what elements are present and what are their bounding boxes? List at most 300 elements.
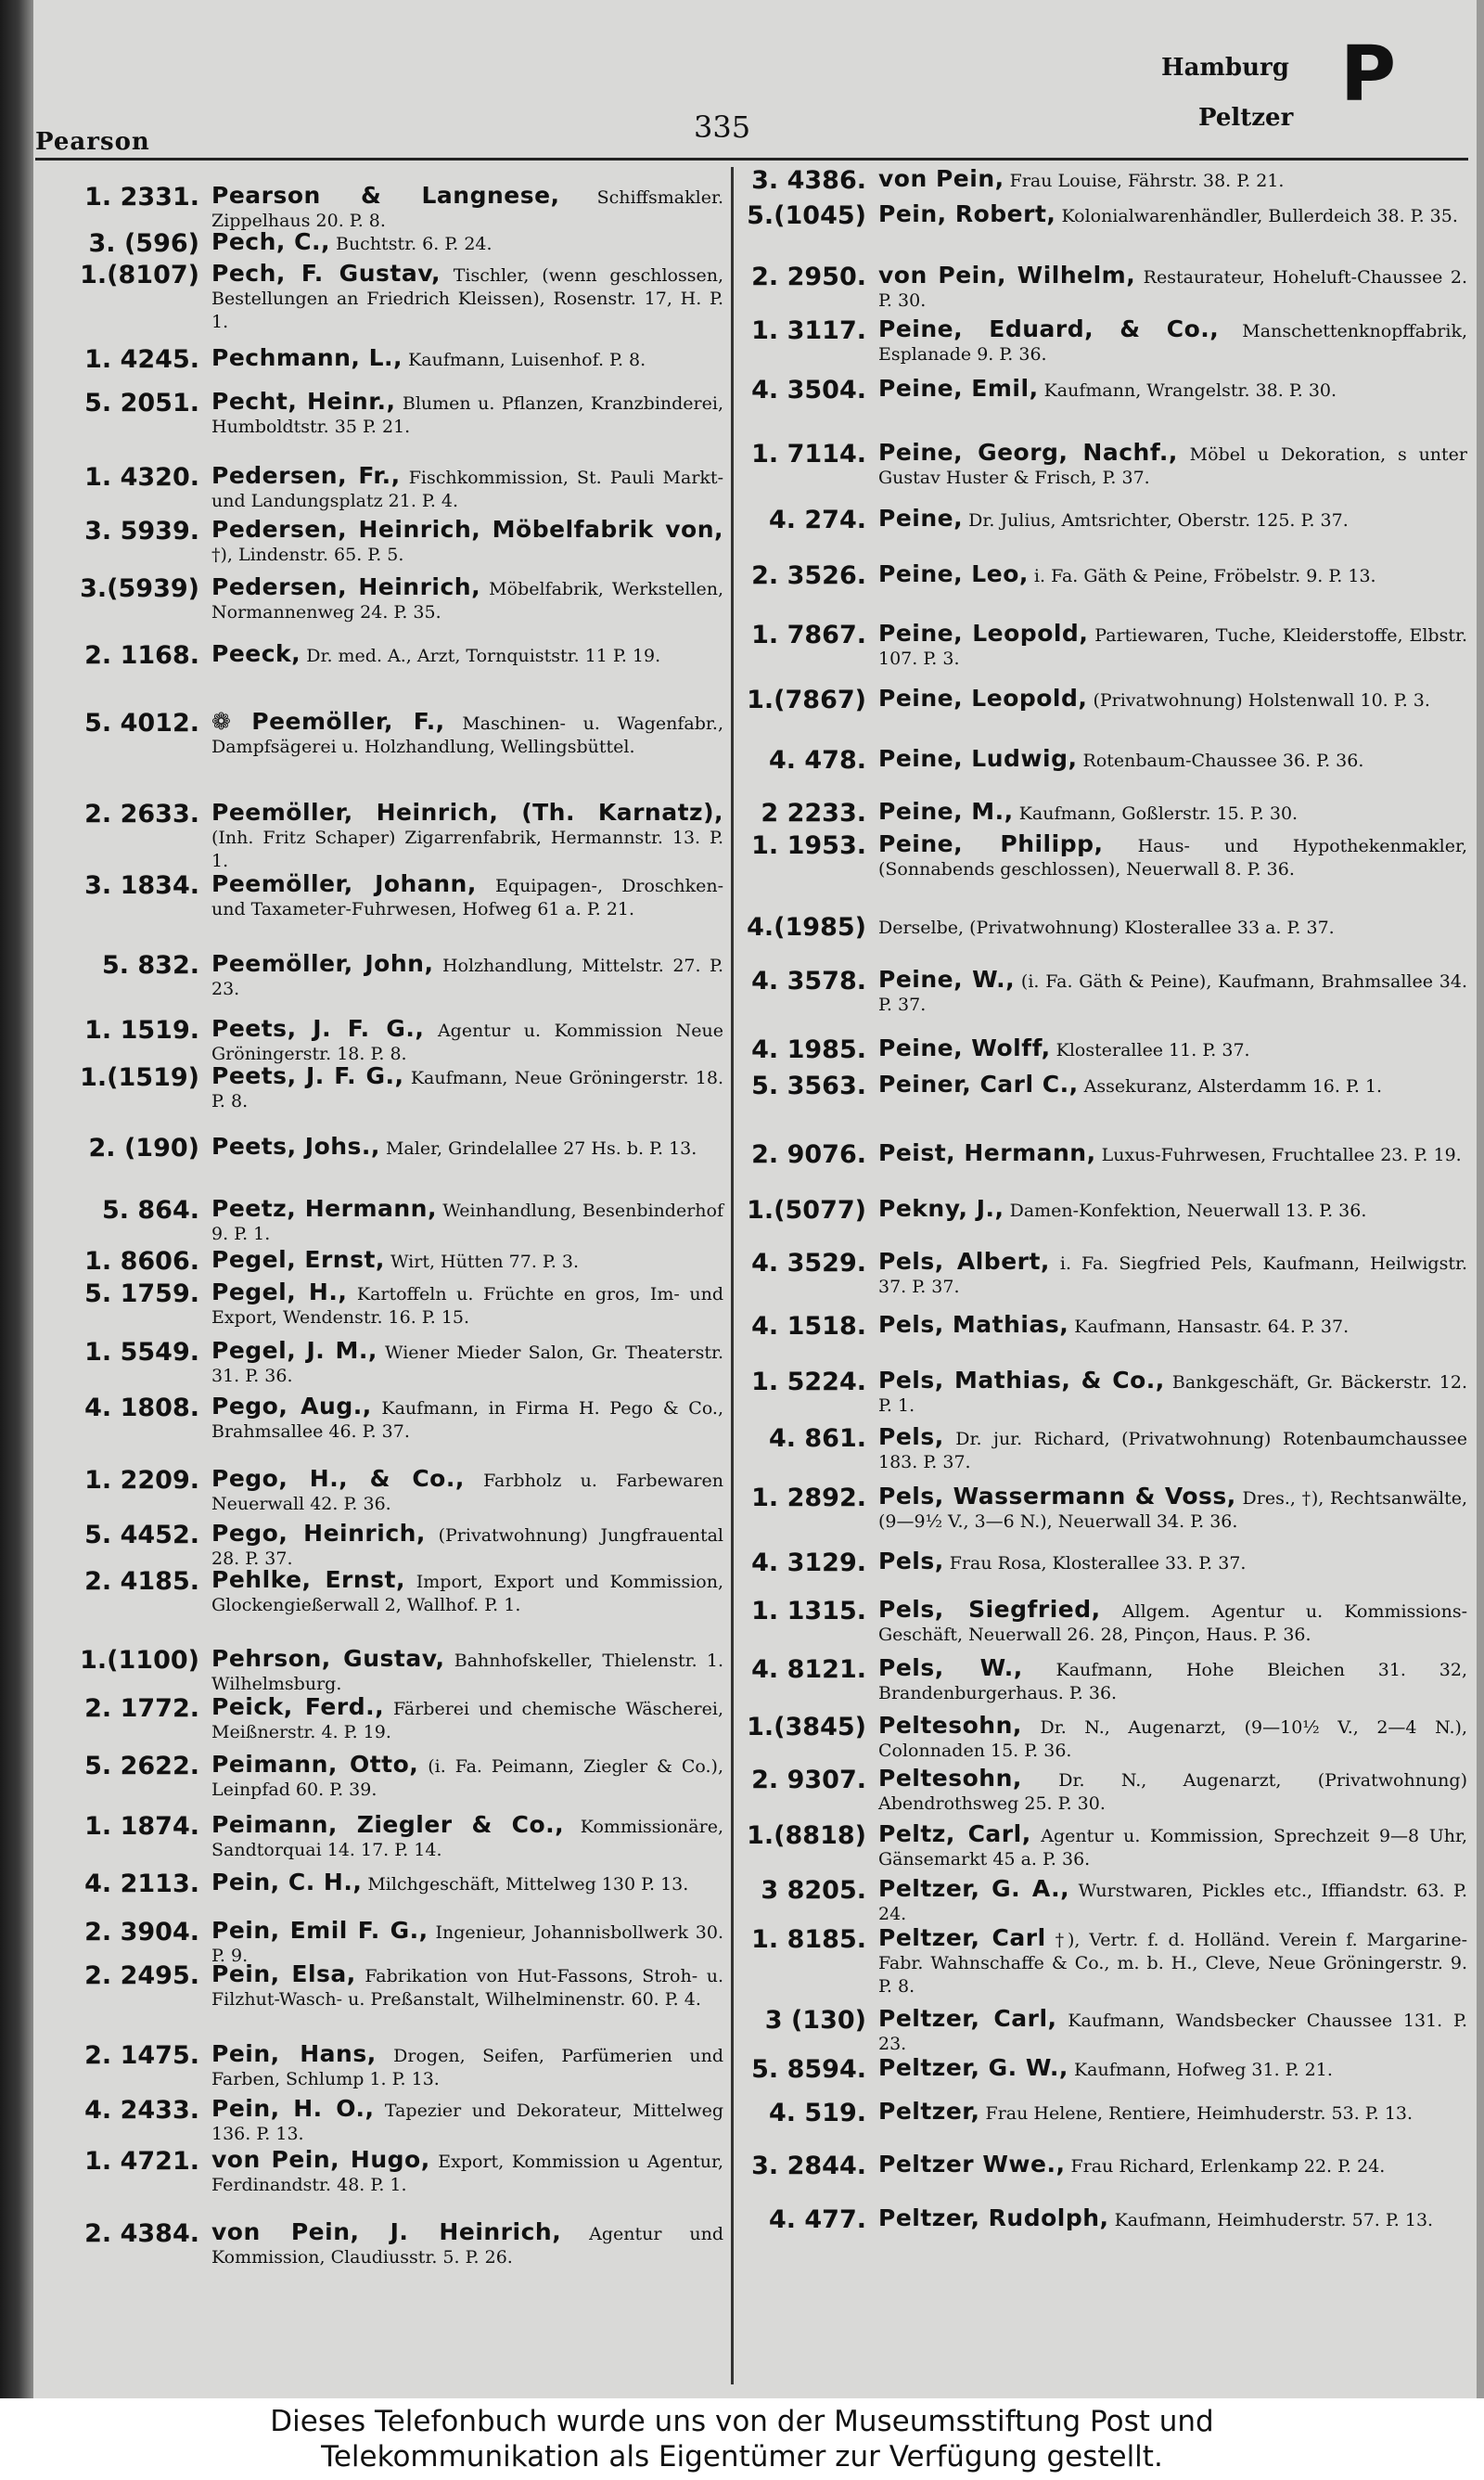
phone-number: 1. 4320. (84, 463, 199, 492)
directory-entry (37, 2042, 723, 2091)
entry-name: Peltzer, Carl, (878, 2005, 1057, 2032)
phone-number: 1.(3845) (747, 1713, 866, 1741)
entry-details: Kolonialwarenhändler, Bullerdeich 38. P. 35. (1055, 206, 1458, 226)
entry-body (211, 1870, 723, 1896)
directory-entry (37, 230, 723, 256)
directory-entry (37, 1197, 723, 1246)
entry-details: †), Lindenstr. 65. P. 5. (211, 545, 404, 565)
entry-body (878, 1714, 1467, 1763)
phone-number: 1. 8606. (84, 1247, 199, 1276)
entry-name: Peine, Wolff, (878, 1034, 1051, 1061)
entry-name: Peemöller, John, (211, 950, 434, 977)
header-first-name: Pearson (35, 128, 150, 156)
directory-entry (37, 1870, 723, 1896)
entry-details: (i. Fa. Peimann, Ziegler & Co.), Leinpfad 60. P. 39. (211, 1756, 723, 1800)
directory-entry (744, 622, 1467, 671)
directory-entry (37, 1647, 723, 1696)
entry-body (878, 1484, 1467, 1534)
phone-number: 3 (130) (764, 2006, 866, 2035)
directory-entry (744, 1484, 1467, 1534)
entry-body (211, 2220, 723, 2269)
entry-name: Peltesohn, (878, 1712, 1022, 1739)
entry-name: von Pein, Hugo, (211, 2146, 430, 2173)
entry-name: Peine, Emil, (878, 375, 1039, 402)
entry-body (878, 1141, 1467, 1167)
entry-body (878, 1656, 1467, 1705)
phone-number: 1. 2331. (84, 183, 199, 212)
entry-body (878, 747, 1467, 773)
entry-details: Assekuranz, Alsterdamm 16. P. 1. (1078, 1076, 1383, 1097)
directory-entry (37, 872, 723, 921)
entry-name: Peiner, Carl C., (878, 1071, 1079, 1098)
entry-name: Pels, Mathias, (878, 1311, 1069, 1338)
entry-name: Peine, Ludwig, (878, 745, 1078, 772)
entry-name: Peine, Leopold, (878, 620, 1089, 647)
entry-name: Peltesohn, (878, 1765, 1022, 1792)
directory-entry (744, 1598, 1467, 1647)
entry-body (211, 1813, 723, 1862)
directory-entry (744, 263, 1467, 313)
entry-body (211, 710, 723, 759)
directory-entry (37, 1339, 723, 1388)
entry-name: Peltz, Carl, (878, 1820, 1031, 1847)
entry-body (878, 317, 1467, 366)
entry-body (211, 464, 723, 513)
phone-number: 2. 4384. (84, 2219, 199, 2248)
entry-body (211, 2097, 723, 2146)
entry-details: Kaufmann, Neue Gröningerstr. 18. P. 8. (211, 1068, 723, 1112)
entry-body (211, 1339, 723, 1388)
directory-entry (744, 1036, 1467, 1062)
directory-entry (37, 1394, 723, 1444)
directory-entry (37, 390, 723, 439)
entry-details: Milchgeschäft, Mittelweg 130 P. 13. (362, 1874, 689, 1895)
entry-name: Pech, F. Gustav, (211, 260, 441, 287)
directory-entry (37, 464, 723, 513)
entry-name: Pegel, H., (211, 1279, 348, 1305)
directory-entry (744, 317, 1467, 366)
phone-number: 5. 3563. (751, 1072, 866, 1100)
entry-details: Klosterallee 11. P. 37. (1050, 1040, 1250, 1060)
directory-entry (37, 1135, 723, 1161)
directory-entry (37, 1248, 723, 1274)
entry-details: Weinhandlung, Besenbinderhof 9. P. 1. (211, 1201, 723, 1244)
entry-details: i. Fa. Gäth & Peine, Fröbelstr. 9. P. 13. (1028, 566, 1376, 586)
entry-name: Peine, M., (878, 798, 1014, 825)
entry-body (878, 2100, 1467, 2126)
phone-number: 4.(1985) (747, 913, 866, 942)
phone-number: 2 2233. (761, 799, 866, 828)
entry-body (878, 1197, 1467, 1223)
entry-details: Maler, Grindelallee 27 Hs. b. P. 13. (379, 1138, 697, 1159)
entry-name: Peist, Hermann, (878, 1139, 1096, 1166)
phone-number: 4. 8121. (751, 1655, 866, 1684)
directory-entry (37, 262, 723, 334)
phone-number: 1. 7114. (751, 440, 866, 469)
phone-number: 4. 1985. (751, 1035, 866, 1064)
phone-number: 1. 8185. (751, 1925, 866, 1954)
phone-number: 4. 861. (768, 1424, 866, 1453)
phone-number: 4. 274. (768, 506, 866, 534)
entry-details: Kaufmann, Hohe Bleichen 31. 32, Brandenburgerhaus. P. 36. (878, 1660, 1467, 1703)
entry-details: Dr. jur. Richard, (Privatwohnung) Rotenbaumchaussee 183. P. 37. (878, 1429, 1467, 1472)
entry-name: Pels, Wassermann & Voss, (878, 1483, 1236, 1510)
directory-entry (744, 914, 1467, 940)
entry-body (878, 1073, 1467, 1099)
directory-entry (37, 1522, 723, 1571)
entry-body (211, 230, 723, 256)
entry-name: Pecht, Heinr., (211, 388, 396, 415)
entry-details: Holzhandlung, Mittelstr. 27. P. 23. (211, 956, 724, 999)
entry-name: Pedersen, Heinrich, (211, 573, 481, 600)
entry-details: i. Fa. Siegfried Pels, Kaufmann, Heilwigstr. 37. P. 37. (878, 1253, 1467, 1297)
entry-body (878, 1313, 1467, 1339)
phone-number: 1.(5077) (747, 1196, 866, 1225)
phone-number: 1. 2209. (84, 1466, 199, 1495)
entry-details: Manschettenknopffabrik, Esplanade 9. P. 36. (878, 321, 1467, 365)
footer-line-2: Telekommunikation als Eigentümer zur Verfügung gestellt. (321, 2440, 1163, 2474)
entry-body (211, 1568, 723, 1617)
entry-name: Peemöller, Johann, (211, 870, 477, 897)
entry-details: Schiffsmakler. Zippelhaus 20. P. 8. (211, 187, 723, 231)
entry-details: Dr. N., Augenarzt, (9—10½ V., 2—4 N.), Colonnaden 15. P. 36. (878, 1717, 1467, 1761)
entry-name: Peltzer, (878, 2098, 980, 2125)
entry-details: †), Vertr. f. d. Holländ. Verein f. Margarine-Fabr. Wahnschaffe & Co., m. b. H., Cleve, Neue Gröningerstr. 9. P. 8. (878, 1930, 1467, 1997)
phone-number: 1.(8107) (80, 261, 199, 289)
entry-details: Haus- und Hypothekenmakler, (Sonnabends geschlossen), Neuerwall 8. P. 36. (878, 836, 1467, 880)
phone-number: 5. 2622. (84, 1752, 199, 1780)
directory-entry (37, 1017, 723, 1066)
entry-body (211, 1064, 723, 1113)
directory-entry (744, 1073, 1467, 1099)
entry-body (211, 952, 723, 1001)
entry-details: Fischkommission, St. Pauli Markt- und Landungsplatz 21. P. 4. (211, 468, 723, 511)
directory-entry (37, 346, 723, 372)
phone-number: 3. 1834. (84, 871, 199, 900)
page-number: 335 (694, 109, 751, 145)
entry-name: von Pein, Wilhelm, (878, 262, 1136, 289)
phone-number: 4. 2433. (84, 2096, 199, 2125)
phone-number: 1. 7867. (751, 621, 866, 649)
phone-number: 3. 4386. (751, 166, 866, 195)
phone-number: 4. 2113. (84, 1870, 199, 1898)
entry-details: Kaufmann, Wandsbecker Chaussee 131. P. 23. (878, 2011, 1467, 2054)
entry-details: Kaufmann, Hansastr. 64. P. 37. (1068, 1317, 1350, 1337)
entry-body (878, 1598, 1467, 1647)
directory-entry (744, 441, 1467, 490)
entry-name: Peets, J. F. G., (211, 1015, 425, 1042)
directory-entry (744, 968, 1467, 1017)
entry-body (211, 1280, 723, 1330)
entry-name: Pels, Mathias, & Co., (878, 1367, 1165, 1394)
entry-body (878, 441, 1467, 490)
entry-name: Peine, (878, 505, 964, 532)
entry-body (878, 1425, 1467, 1474)
phone-number: 4. 3504. (751, 376, 866, 405)
entry-details: Frau Richard, Erlenkamp 22. P. 24. (1065, 2156, 1386, 2177)
directory-entry (744, 1141, 1467, 1167)
entry-body (211, 2148, 723, 2197)
directory-entry (37, 2148, 723, 2197)
directory-entry (744, 1549, 1467, 1575)
column-divider (731, 167, 734, 2384)
entry-name: Peine, Leopold, (878, 685, 1088, 712)
phone-number: 1.(7867) (747, 686, 866, 714)
entry-body (211, 1197, 723, 1246)
entry-name: Pech, C., (211, 228, 330, 255)
entry-body (211, 1522, 723, 1571)
entry-name: Peemöller, Heinrich, (Th. Karnatz), (211, 799, 723, 826)
entry-name: Pego, Aug., (211, 1393, 372, 1420)
phone-number: 5. 4452. (84, 1521, 199, 1549)
phone-number: 5. 1759. (84, 1279, 199, 1308)
phone-number: 4. 477. (768, 2205, 866, 2234)
phone-number: 2. 9307. (751, 1766, 866, 1794)
book-spine-shadow (0, 0, 33, 2398)
entry-body (878, 832, 1467, 881)
directory-entry (37, 710, 723, 759)
entry-details: Bahnhofskeller, Thielenstr. 1. Wilhelmsburg. (211, 1651, 724, 1694)
entry-body (211, 184, 723, 233)
entry-body (211, 390, 723, 439)
entry-body (878, 968, 1467, 1017)
entry-body (211, 1017, 723, 1066)
phone-number: 4. 3529. (751, 1249, 866, 1278)
directory-entry (744, 2206, 1467, 2232)
entry-name: Pego, H., & Co., (211, 1465, 465, 1492)
directory-entry (744, 1313, 1467, 1339)
directory-entry (744, 507, 1467, 533)
directory-entry (744, 1368, 1467, 1418)
directory-entry (744, 1425, 1467, 1474)
header-letter: P (1340, 31, 1397, 119)
phone-number: 3 8205. (761, 1876, 866, 1905)
footer-notice (0, 2398, 1484, 2480)
directory-entry (744, 2056, 1467, 2082)
entry-details: Ingenieur, Johannisbollwerk 30. P. 9. (211, 1922, 723, 1966)
directory-entry (744, 1656, 1467, 1705)
entry-body (878, 800, 1467, 826)
phone-number: 1. 1874. (84, 1812, 199, 1841)
phone-number: 3. 2844. (751, 2152, 866, 2180)
entry-details: Kartoffeln u. Früchte en gros, Im- und Export, Wendenstr. 16. P. 15. (211, 1284, 723, 1328)
entry-name: Peine, Philipp, (878, 830, 1104, 857)
entry-details: Import, Export und Kommission, Glockengießerwall 2, Wallhof. P. 1. (211, 1572, 723, 1615)
entry-name: Peltzer, G. W., (878, 2054, 1068, 2081)
entry-details: Dr. Julius, Amtsrichter, Oberstr. 125. P. 37. (963, 510, 1349, 531)
entry-name: Peine, W., (878, 966, 1016, 993)
entry-name: Peltzer, G. A., (878, 1875, 1070, 1902)
entry-body (878, 1368, 1467, 1418)
entry-details: Frau Helene, Rentiere, Heimhuderstr. 53. P. 13. (979, 2103, 1414, 2124)
entry-details: (Inh. Fritz Schaper) Zigarrenfabrik, Hermannstr. 13. P. 1. (211, 828, 723, 871)
directory-entry (744, 562, 1467, 588)
entry-details: Allgem. Agentur u. Kommissions-Geschäft, Neuerwall 26. 28, Pinçon, Haus. P. 36. (878, 1601, 1468, 1645)
directory-entry (37, 2220, 723, 2269)
entry-details: Kommissionäre, Sandtorquai 14. 17. P. 14. (211, 1817, 723, 1860)
entry-name: Peetz, Hermann, (211, 1195, 437, 1222)
directory-entry (744, 2007, 1467, 2056)
entry-details: Bankgeschäft, Gr. Bäckerstr. 12. P. 1. (878, 1372, 1468, 1416)
entry-name: Pegel, J. M., (211, 1337, 377, 1364)
directory-entry (744, 832, 1467, 881)
entry-body (211, 1467, 723, 1516)
entry-name: Pein, Elsa, (211, 1960, 356, 1987)
directory-entry (37, 1467, 723, 1516)
directory-entry (37, 2097, 723, 2146)
entry-body (878, 2056, 1467, 2082)
entry-name: von Pein, J. Heinrich, (211, 2218, 562, 2245)
phone-number: 1. 1519. (84, 1016, 199, 1045)
entry-body (211, 346, 723, 372)
entry-details: Tischler, (wenn geschlossen, Bestellungen an Friedrich Kleissen), Rosenstr. 17, H. P. 1. (211, 265, 723, 332)
entry-name: Pechmann, L., (211, 344, 403, 371)
entry-name: ❁ Peemöller, F., (211, 708, 445, 735)
entry-details: Fabrikation von Hut-Fassons, Stroh- u. Filzhut-Wasch- u. Preßanstalt, Wilhelminenstr. 60. P. 4. (211, 1966, 723, 2010)
phone-number: 5.(1045) (747, 201, 866, 230)
phone-number: 5. 832. (101, 951, 199, 980)
entry-body (211, 1647, 723, 1696)
footer-line-1: Dieses Telefonbuch wurde uns von der Museumsstiftung Post und (270, 2405, 1214, 2438)
phone-number: 4. 3578. (751, 967, 866, 996)
entry-details: Agentur u. Kommission Neue Gröningerstr. 18. P. 8. (211, 1021, 724, 1064)
entry-details: Restaurateur, Hoheluft-Chaussee 2. P. 30. (878, 267, 1467, 311)
entry-body (878, 2206, 1467, 2232)
phone-number: 2. 2633. (84, 800, 199, 829)
phone-number: 1. 3117. (751, 316, 866, 345)
entry-details: Kaufmann, Goßlerstr. 15. P. 30. (1013, 803, 1298, 824)
phone-number: 2. 2495. (84, 1961, 199, 1990)
entry-name: Peimann, Ziegler & Co., (211, 1811, 565, 1838)
entry-details: Agentur u. Kommission, Sprechzeit 9—8 Uhr, Gänsemarkt 45 a. P. 36. (878, 1826, 1467, 1870)
entry-name: Pein, Robert, (878, 200, 1056, 227)
directory-entry (744, 687, 1467, 713)
entry-body (878, 1549, 1467, 1575)
entry-name: Peick, Ferd., (211, 1693, 385, 1720)
entry-name: Peimann, Otto, (211, 1751, 419, 1778)
entry-body (878, 2007, 1467, 2056)
entry-name: Pein, Hans, (211, 2040, 377, 2067)
entry-details: Damen-Konfektion, Neuerwall 13. P. 36. (1004, 1201, 1367, 1221)
phone-number: 5. 864. (101, 1196, 199, 1225)
header-last-name: Peltzer (1198, 104, 1294, 132)
directory-entry (37, 184, 723, 233)
phone-number: 1. 1315. (751, 1597, 866, 1625)
entry-details: (Privatwohnung) Holstenwall 10. P. 3. (1087, 690, 1430, 711)
entry-name: Pels, W., (878, 1654, 1023, 1681)
phone-number: 1. 5549. (84, 1338, 199, 1367)
entry-details: Frau Rosa, Klosterallee 33. P. 37. (943, 1553, 1247, 1574)
directory-entry (744, 747, 1467, 773)
entry-name: Pedersen, Heinrich, Möbelfabrik von, (211, 516, 723, 543)
entry-body (878, 2152, 1467, 2178)
phone-number: 1. 5224. (751, 1368, 866, 1396)
entry-body (878, 622, 1467, 671)
entry-details: Kaufmann, in Firma H. Pego & Co., Brahmsallee 46. P. 37. (211, 1398, 723, 1442)
phone-number: 2. (190) (88, 1134, 199, 1163)
directory-entry (37, 1753, 723, 1802)
phone-number: 2. 9076. (751, 1140, 866, 1169)
directory-entry (37, 1568, 723, 1617)
entry-body (878, 1250, 1467, 1299)
entry-body (211, 872, 723, 921)
directory-entry (37, 1280, 723, 1330)
entry-details: Agentur und Kommission, Claudiusstr. 5. P. 26. (211, 2224, 723, 2268)
directory-entry (37, 801, 723, 873)
entry-name: von Pein, (878, 165, 1004, 192)
directory-entry (37, 952, 723, 1001)
entry-details: Möbel u Dekoration, s unter Gustav Huster & Frisch, P. 37. (878, 444, 1468, 488)
entry-name: Peets, J. F. G., (211, 1062, 404, 1089)
entry-body (878, 562, 1467, 588)
entry-name: Peltzer, Carl (878, 1924, 1046, 1951)
directory-entry (744, 1714, 1467, 1763)
entry-name: Peeck, (211, 640, 301, 667)
phone-number: 4. 1518. (751, 1312, 866, 1341)
phone-number: 1. 4721. (84, 2147, 199, 2176)
entry-name: Pegel, Ernst, (211, 1246, 385, 1273)
entry-name: Pego, Heinrich, (211, 1520, 426, 1547)
directory-entry (37, 518, 723, 567)
entry-name: Peltzer Wwe., (878, 2151, 1066, 2178)
entry-details: Färberei und chemische Wäscherei, Meißnerstr. 4. P. 19. (211, 1699, 723, 1742)
entry-name: Peltzer, Rudolph, (878, 2204, 1109, 2231)
entry-body (211, 2042, 723, 2091)
entry-details: Maschinen- u. Wagenfabr., Dampfsägerei u. Holzhandlung, Wellingsbüttel. (211, 713, 723, 757)
phone-number: 4. 478. (768, 746, 866, 775)
phone-number: 5. 4012. (84, 709, 199, 738)
entry-name: Pehlke, Ernst, (211, 1566, 406, 1593)
entry-body (211, 518, 723, 567)
phone-number: 1. 1953. (751, 831, 866, 860)
header-city: Hamburg (1161, 54, 1289, 82)
entry-body (878, 914, 1467, 940)
entry-body (211, 642, 723, 668)
entry-body (211, 801, 723, 873)
entry-name: Pels, Siegfried, (878, 1596, 1101, 1623)
entry-body (878, 1822, 1467, 1871)
entry-details: Wiener Mieder Salon, Gr. Theaterstr. 31. P. 36. (211, 1343, 723, 1386)
phone-number: 1. 4245. (84, 345, 199, 374)
entry-name: Pels, (878, 1548, 944, 1574)
entry-name: Pehrson, Gustav, (211, 1645, 445, 1672)
entry-details: Tapezier und Dekorateur, Mittelweg 136. P. 13. (211, 2101, 723, 2144)
directory-entry (744, 1822, 1467, 1871)
directory-entry (744, 1767, 1467, 1816)
entry-details: Dres., †), Rechtsanwälte, (9—9½ V., 3—6 N.), Neuerwall 34. P. 36. (878, 1488, 1467, 1532)
phone-number: 2. 2950. (751, 263, 866, 291)
entry-details: Partiewaren, Tuche, Kleiderstoffe, Elbstr. 107. P. 3. (878, 625, 1467, 669)
entry-body (878, 1767, 1467, 1816)
entry-details: Equipagen-, Droschken- und Taxameter-Fuhrwesen, Hofweg 61 a. P. 21. (211, 876, 723, 919)
phone-number: 2. 3904. (84, 1918, 199, 1947)
phone-number: 5. 8594. (751, 2055, 866, 2084)
entry-details: Wurstwaren, Pickles etc., Iffiandstr. 63. P. 24. (878, 1881, 1467, 1924)
entry-body (878, 202, 1467, 228)
directory-entry (744, 167, 1467, 193)
entry-details: Luxus-Fuhrwesen, Fruchtallee 23. P. 19. (1095, 1145, 1462, 1165)
phone-number: 3. (596) (88, 229, 199, 258)
entry-details: Kaufmann, Wrangelstr. 38. P. 30. (1038, 380, 1337, 401)
entry-details: Buchtstr. 6. P. 24. (329, 234, 493, 254)
entry-body (211, 1135, 723, 1161)
entry-name: Pekny, J., (878, 1195, 1004, 1222)
directory-entry (744, 1250, 1467, 1299)
directory-entry (744, 1197, 1467, 1223)
entry-body (878, 1036, 1467, 1062)
directory-entry (37, 575, 723, 624)
directory-entry (744, 2152, 1467, 2178)
